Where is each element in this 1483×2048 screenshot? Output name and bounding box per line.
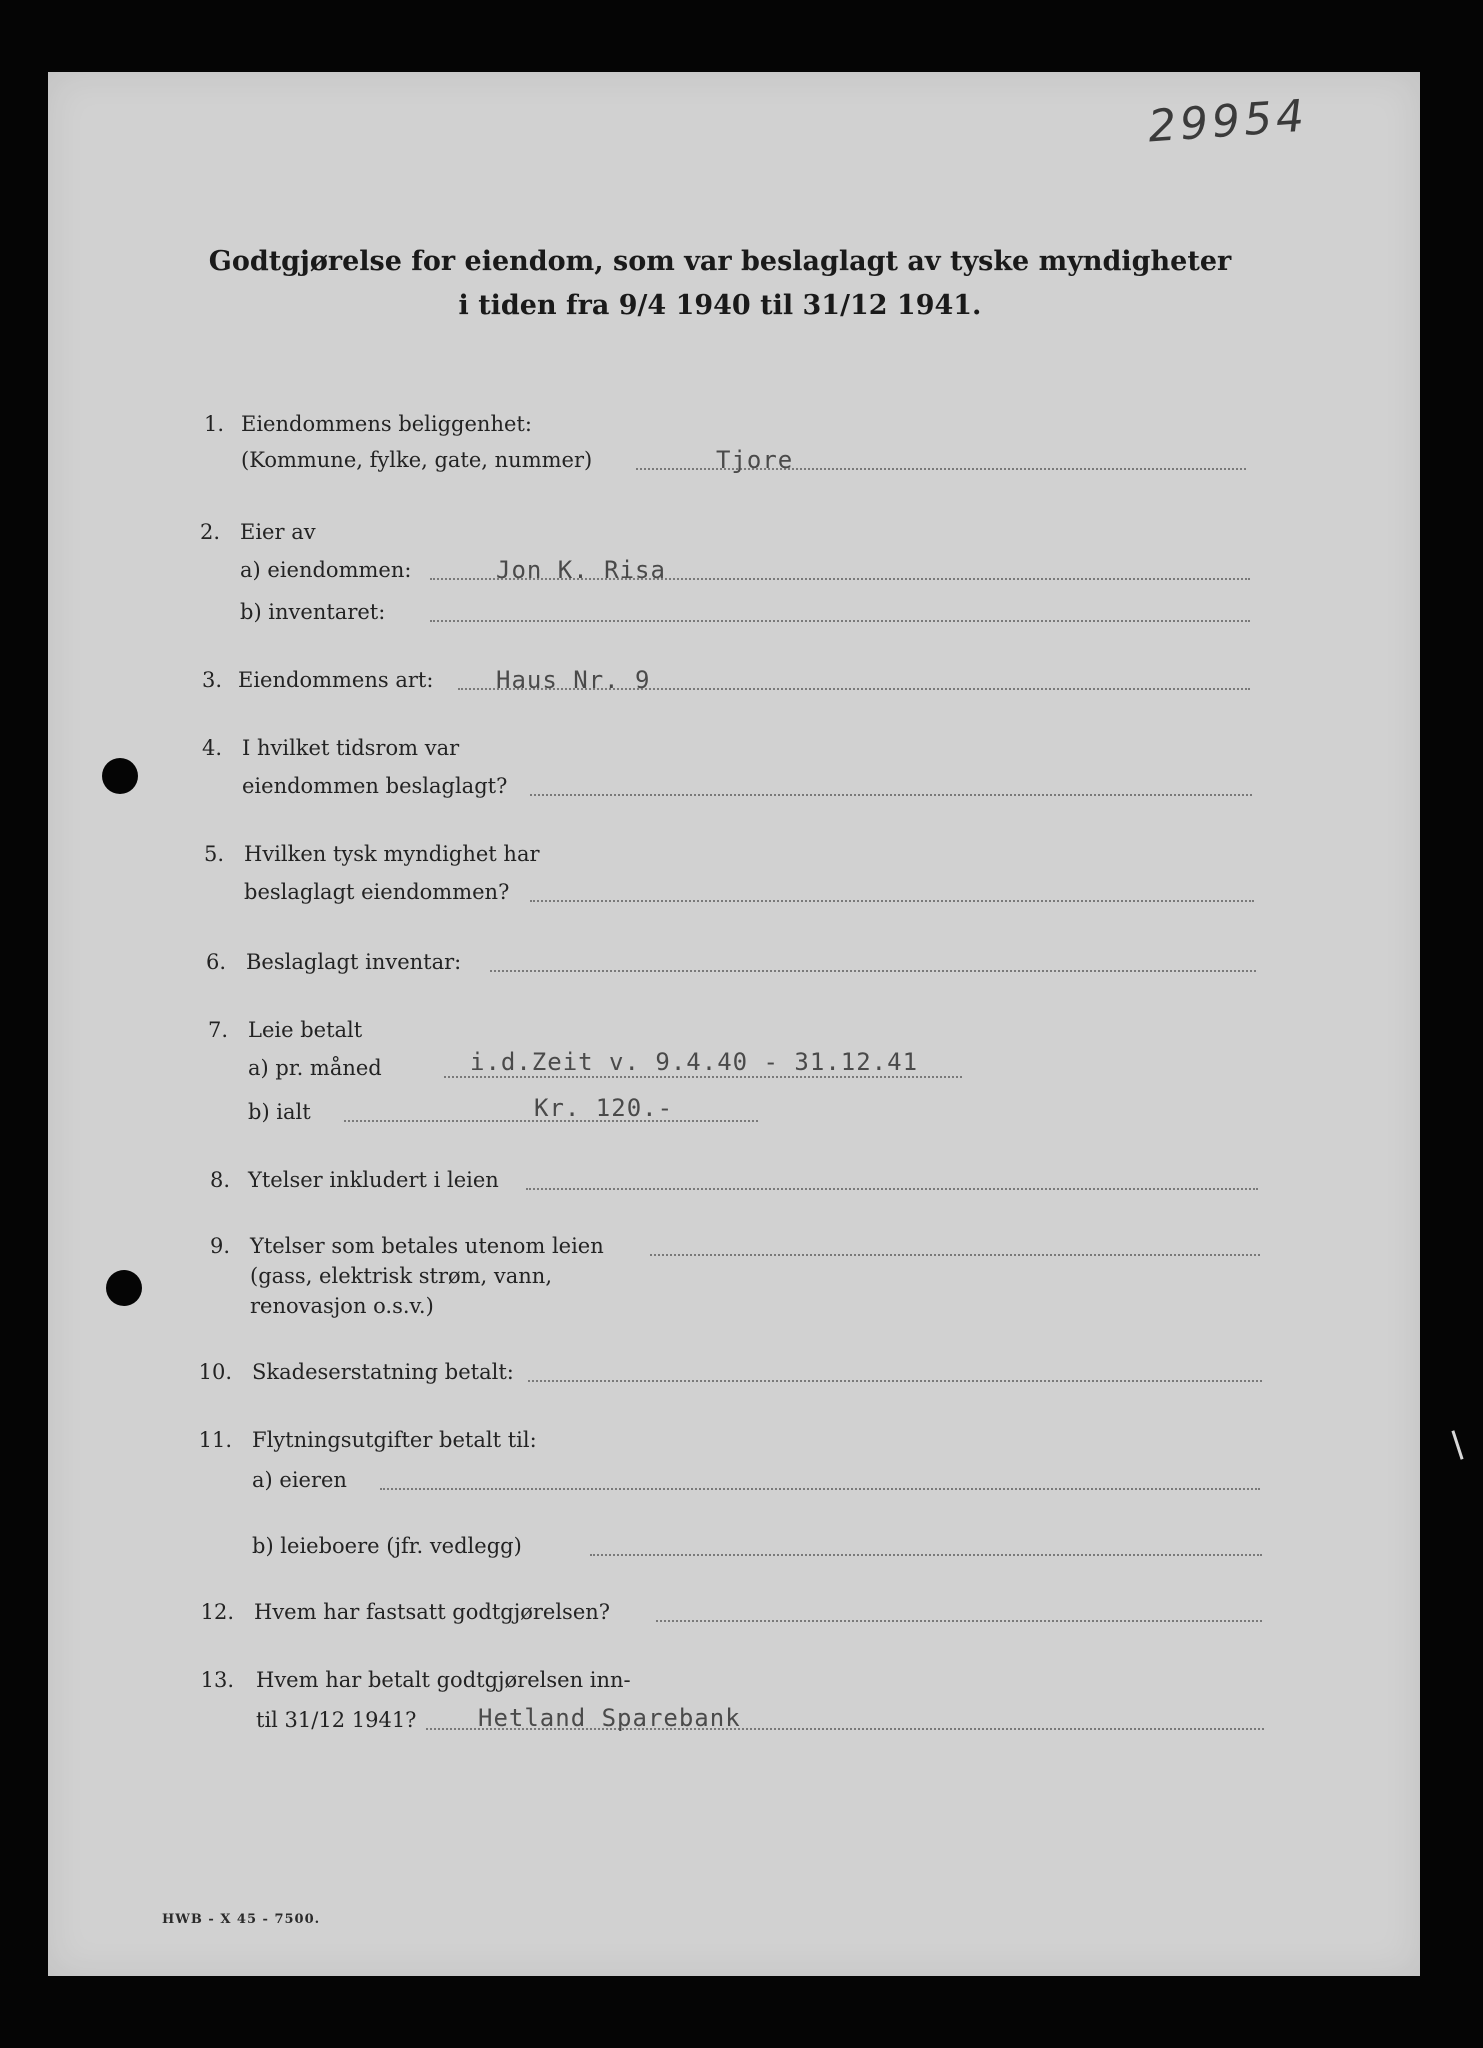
item-7-number: 7. xyxy=(207,1018,228,1042)
item-5-sublabel: beslaglagt eiendommen? xyxy=(244,880,510,904)
item-11b-dotted-line xyxy=(590,1554,1262,1556)
item-3-number: 3. xyxy=(201,668,222,692)
item-11b-label: b) leieboere (jfr. vedlegg) xyxy=(252,1534,522,1558)
item-2b-dotted-line xyxy=(430,620,1250,622)
item-9-number: 9. xyxy=(209,1234,230,1258)
item-6-number: 6. xyxy=(205,950,226,974)
item-10-dotted-line xyxy=(528,1380,1262,1382)
item-1-sublabel: (Kommune, fylke, gate, nummer) xyxy=(241,448,593,472)
item-5-dotted-line xyxy=(530,900,1254,902)
item-2-label: Eier av xyxy=(240,520,316,544)
item-12-label: Hvem har fastsatt godtgjørelsen? xyxy=(254,1600,611,1624)
item-2a-label: a) eiendommen: xyxy=(240,558,412,582)
punch-hole-top xyxy=(102,758,138,794)
item-13-number: 13. xyxy=(200,1668,234,1692)
item-7b-label: b) ialt xyxy=(248,1100,311,1124)
item-6-dotted-line xyxy=(490,970,1256,972)
item-1-answer[interactable]: Tjore xyxy=(716,446,794,474)
scan-edge-mark xyxy=(1451,1430,1463,1459)
item-5-label: Hvilken tysk myndighet har xyxy=(244,842,540,866)
item-11a-dotted-line xyxy=(380,1488,1260,1490)
item-13-sublabel: til 31/12 1941? xyxy=(256,1708,417,1732)
item-2b-label: b) inventaret: xyxy=(240,600,386,624)
item-7b-answer[interactable]: Kr. 120.- xyxy=(534,1094,674,1122)
item-2-number: 2. xyxy=(199,520,220,544)
item-4-label: I hvilket tidsrom var xyxy=(242,736,460,760)
item-9-dotted-line xyxy=(650,1254,1260,1256)
item-4-number: 4. xyxy=(201,736,222,760)
punch-hole-bottom xyxy=(106,1270,142,1306)
form-title xyxy=(180,240,1260,328)
print-code: HWB - X 45 - 7500. xyxy=(162,1912,321,1927)
item-8-dotted-line xyxy=(526,1188,1258,1190)
item-1-number: 1. xyxy=(203,412,224,436)
item-12-dotted-line xyxy=(656,1620,1262,1622)
item-7-label: Leie betalt xyxy=(248,1018,363,1042)
item-11a-label: a) eieren xyxy=(252,1468,347,1492)
item-9-label: Ytelser som betales utenom leien xyxy=(250,1234,604,1258)
item-9-sublabel-1: (gass, elektrisk strøm, vann, xyxy=(250,1264,552,1288)
item-13-answer[interactable]: Hetland Sparebank xyxy=(478,1704,741,1732)
title-line-2: i tiden fra 9/4 1940 til 31/12 1941. xyxy=(458,290,982,321)
archive-number: 29954 xyxy=(1146,90,1310,153)
item-2a-answer[interactable]: Jon K. Risa xyxy=(496,556,666,584)
item-7a-answer[interactable]: i.d.Zeit v. 9.4.40 - 31.12.41 xyxy=(470,1048,919,1076)
item-11-label: Flytningsutgifter betalt til: xyxy=(252,1428,537,1452)
item-6-label: Beslaglagt inventar: xyxy=(246,950,462,974)
item-9-sublabel-2: renovasjon o.s.v.) xyxy=(250,1294,434,1318)
item-8-label: Ytelser inkludert i leien xyxy=(248,1168,499,1192)
item-11-number: 11. xyxy=(198,1428,232,1452)
item-3-label: Eiendommens art: xyxy=(238,668,434,692)
item-4-sublabel: eiendommen beslaglagt? xyxy=(242,774,508,798)
title-line-1: Godtgjørelse for eiendom, som var beslaglagt av tyske myndigheter xyxy=(208,246,1232,277)
item-4-dotted-line xyxy=(530,794,1252,796)
item-5-number: 5. xyxy=(203,842,224,866)
item-10-number: 10. xyxy=(198,1360,232,1384)
item-3-answer[interactable]: Haus Nr. 9 xyxy=(496,666,651,694)
item-1-label: Eiendommens beliggenhet: xyxy=(241,412,532,436)
item-7a-label: a) pr. måned xyxy=(248,1056,382,1080)
item-10-label: Skadeserstatning betalt: xyxy=(252,1360,514,1384)
item-8-number: 8. xyxy=(209,1168,230,1192)
item-12-number: 12. xyxy=(200,1600,234,1624)
item-7a-dotted-line xyxy=(444,1076,962,1078)
item-13-label: Hvem har betalt godtgjørelsen inn- xyxy=(256,1668,631,1692)
